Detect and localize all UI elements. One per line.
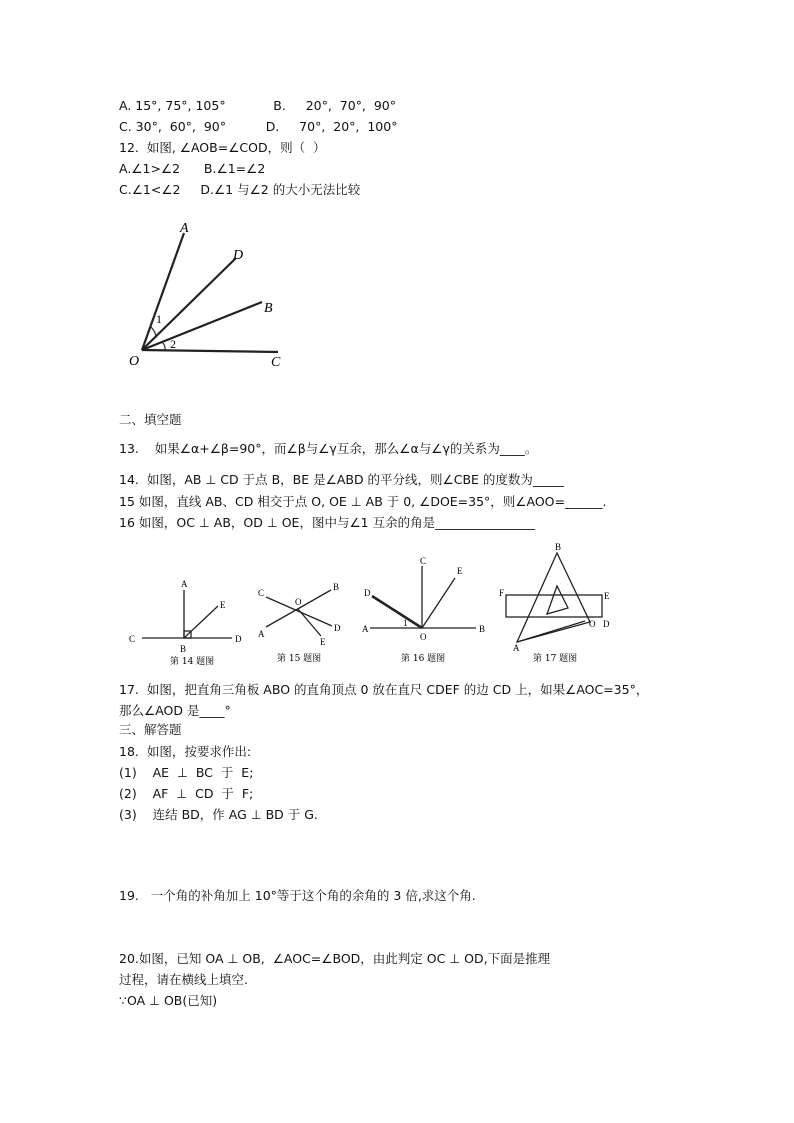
fig15-label-c: C bbox=[258, 588, 265, 598]
fig16-label-e: E bbox=[457, 566, 463, 576]
label-b: B bbox=[264, 301, 273, 316]
label-angle-2: 2 bbox=[170, 337, 176, 351]
q20-text-line2: 过程，请在横线上填空. bbox=[119, 972, 248, 987]
q18-stem: 18. 如图，按要求作出: bbox=[119, 744, 252, 759]
fig17 bbox=[506, 553, 602, 642]
q17-text-line1: 17. 如图，把直角三角板 ABO 的直角顶点 0 放在直尺 CDEF 的边 CD 上，如果∠AOC=35°， bbox=[119, 682, 649, 697]
label-angle-1: 1 bbox=[156, 312, 162, 326]
section-fill-in-heading: 二、填空题 bbox=[119, 412, 182, 427]
q19-text: 19. 一个角的补角加上 10°等于这个角的余角的 3 倍,求这个角. bbox=[119, 888, 476, 903]
fig17-caption: 第 17 题图 bbox=[533, 654, 578, 664]
fig14-label-e: E bbox=[220, 600, 226, 610]
fig16-label-c: C bbox=[420, 556, 427, 566]
q11-options-cd: C. 30°, 60°, 90° D. 70°, 20°, 100° bbox=[119, 119, 398, 134]
q20-text-line3: ∵OA ⊥ OB(已知) bbox=[119, 993, 218, 1008]
fig17-label-o: O bbox=[589, 619, 596, 629]
fig16-label-b: B bbox=[479, 624, 486, 634]
fig16-label-a: A bbox=[362, 624, 369, 634]
fig14-label-c: C bbox=[129, 634, 136, 644]
label-o: O bbox=[129, 354, 140, 369]
q13-text: 13. 如果∠α+∠β=90°，而∠β与∠γ互余，那么∠α与∠γ的关系为____。 bbox=[119, 441, 538, 456]
q20-text-line1: 20.如图，已知 OA ⊥ OB, ∠AOC=∠BOD，由此判定 OC ⊥ OD,下面是推理 bbox=[119, 951, 551, 966]
q18-part-1: (1) AE ⊥ BC 于 E; bbox=[119, 765, 254, 780]
fig16-label-1: 1 bbox=[403, 618, 408, 628]
q12-options-ab: A.∠1>∠2 B.∠1=∠2 bbox=[119, 161, 266, 176]
fig15-label-o: O bbox=[295, 597, 302, 607]
q12-stem: 12. 如图, ∠AOB=∠COD，则（ ） bbox=[119, 140, 326, 155]
fig15-label-d: D bbox=[334, 623, 341, 633]
q18-part-2: (2) AF ⊥ CD 于 F; bbox=[119, 786, 254, 801]
fig15-label-e: E bbox=[320, 637, 326, 647]
fig17-label-e: E bbox=[604, 591, 610, 601]
q11-options-ab: A. 15°, 75°, 105° B. 20°, 70°, 90° bbox=[119, 98, 396, 113]
fig14-label-d: D bbox=[235, 634, 242, 644]
fig15-label-a: A bbox=[258, 629, 265, 639]
fig15-caption: 第 15 题图 bbox=[277, 654, 322, 664]
label-a: A bbox=[180, 221, 189, 236]
label-c: C bbox=[271, 355, 281, 370]
fig17-label-f: F bbox=[499, 588, 505, 598]
fig14-caption: 第 14 题图 bbox=[170, 657, 215, 667]
fig16-label-o: O bbox=[420, 632, 427, 642]
q14-text: 14. 如图，AB ⊥ CD 于点 B，BE 是∠ABD 的平分线，则∠CBE 的度数为_____ bbox=[119, 472, 565, 487]
q12-options-cd: C.∠1<∠2 D.∠1 与∠2 的大小无法比较 bbox=[119, 182, 361, 197]
fig14-label-b: B bbox=[180, 644, 187, 654]
fig16-caption: 第 16 题图 bbox=[401, 654, 446, 664]
fig15-label-b: B bbox=[333, 582, 340, 592]
fig17-label-b: B bbox=[555, 542, 562, 552]
fig14 bbox=[142, 590, 232, 638]
q15-text: 15 如图，直线 AB、CD 相交于点 O, OE ⊥ AB 于 0, ∠DOE=35°，则∠AOO=______. bbox=[119, 494, 607, 509]
q16-text: 16 如图，OC ⊥ AB，OD ⊥ OE，图中与∠1 互余的角是________________ bbox=[119, 515, 536, 530]
fig16-label-d: D bbox=[364, 588, 371, 598]
q18-part-3: (3) 连结 BD，作 AG ⊥ BD 于 G. bbox=[119, 807, 318, 822]
label-d: D bbox=[233, 248, 244, 263]
fig17-label-a: A bbox=[513, 643, 520, 653]
fig17-label-d: D bbox=[603, 619, 610, 629]
section-solve-heading: 三、解答题 bbox=[119, 722, 182, 737]
q17-text-line2: 那么∠AOD 是____° bbox=[119, 703, 231, 718]
fig14-label-a: A bbox=[181, 579, 188, 589]
